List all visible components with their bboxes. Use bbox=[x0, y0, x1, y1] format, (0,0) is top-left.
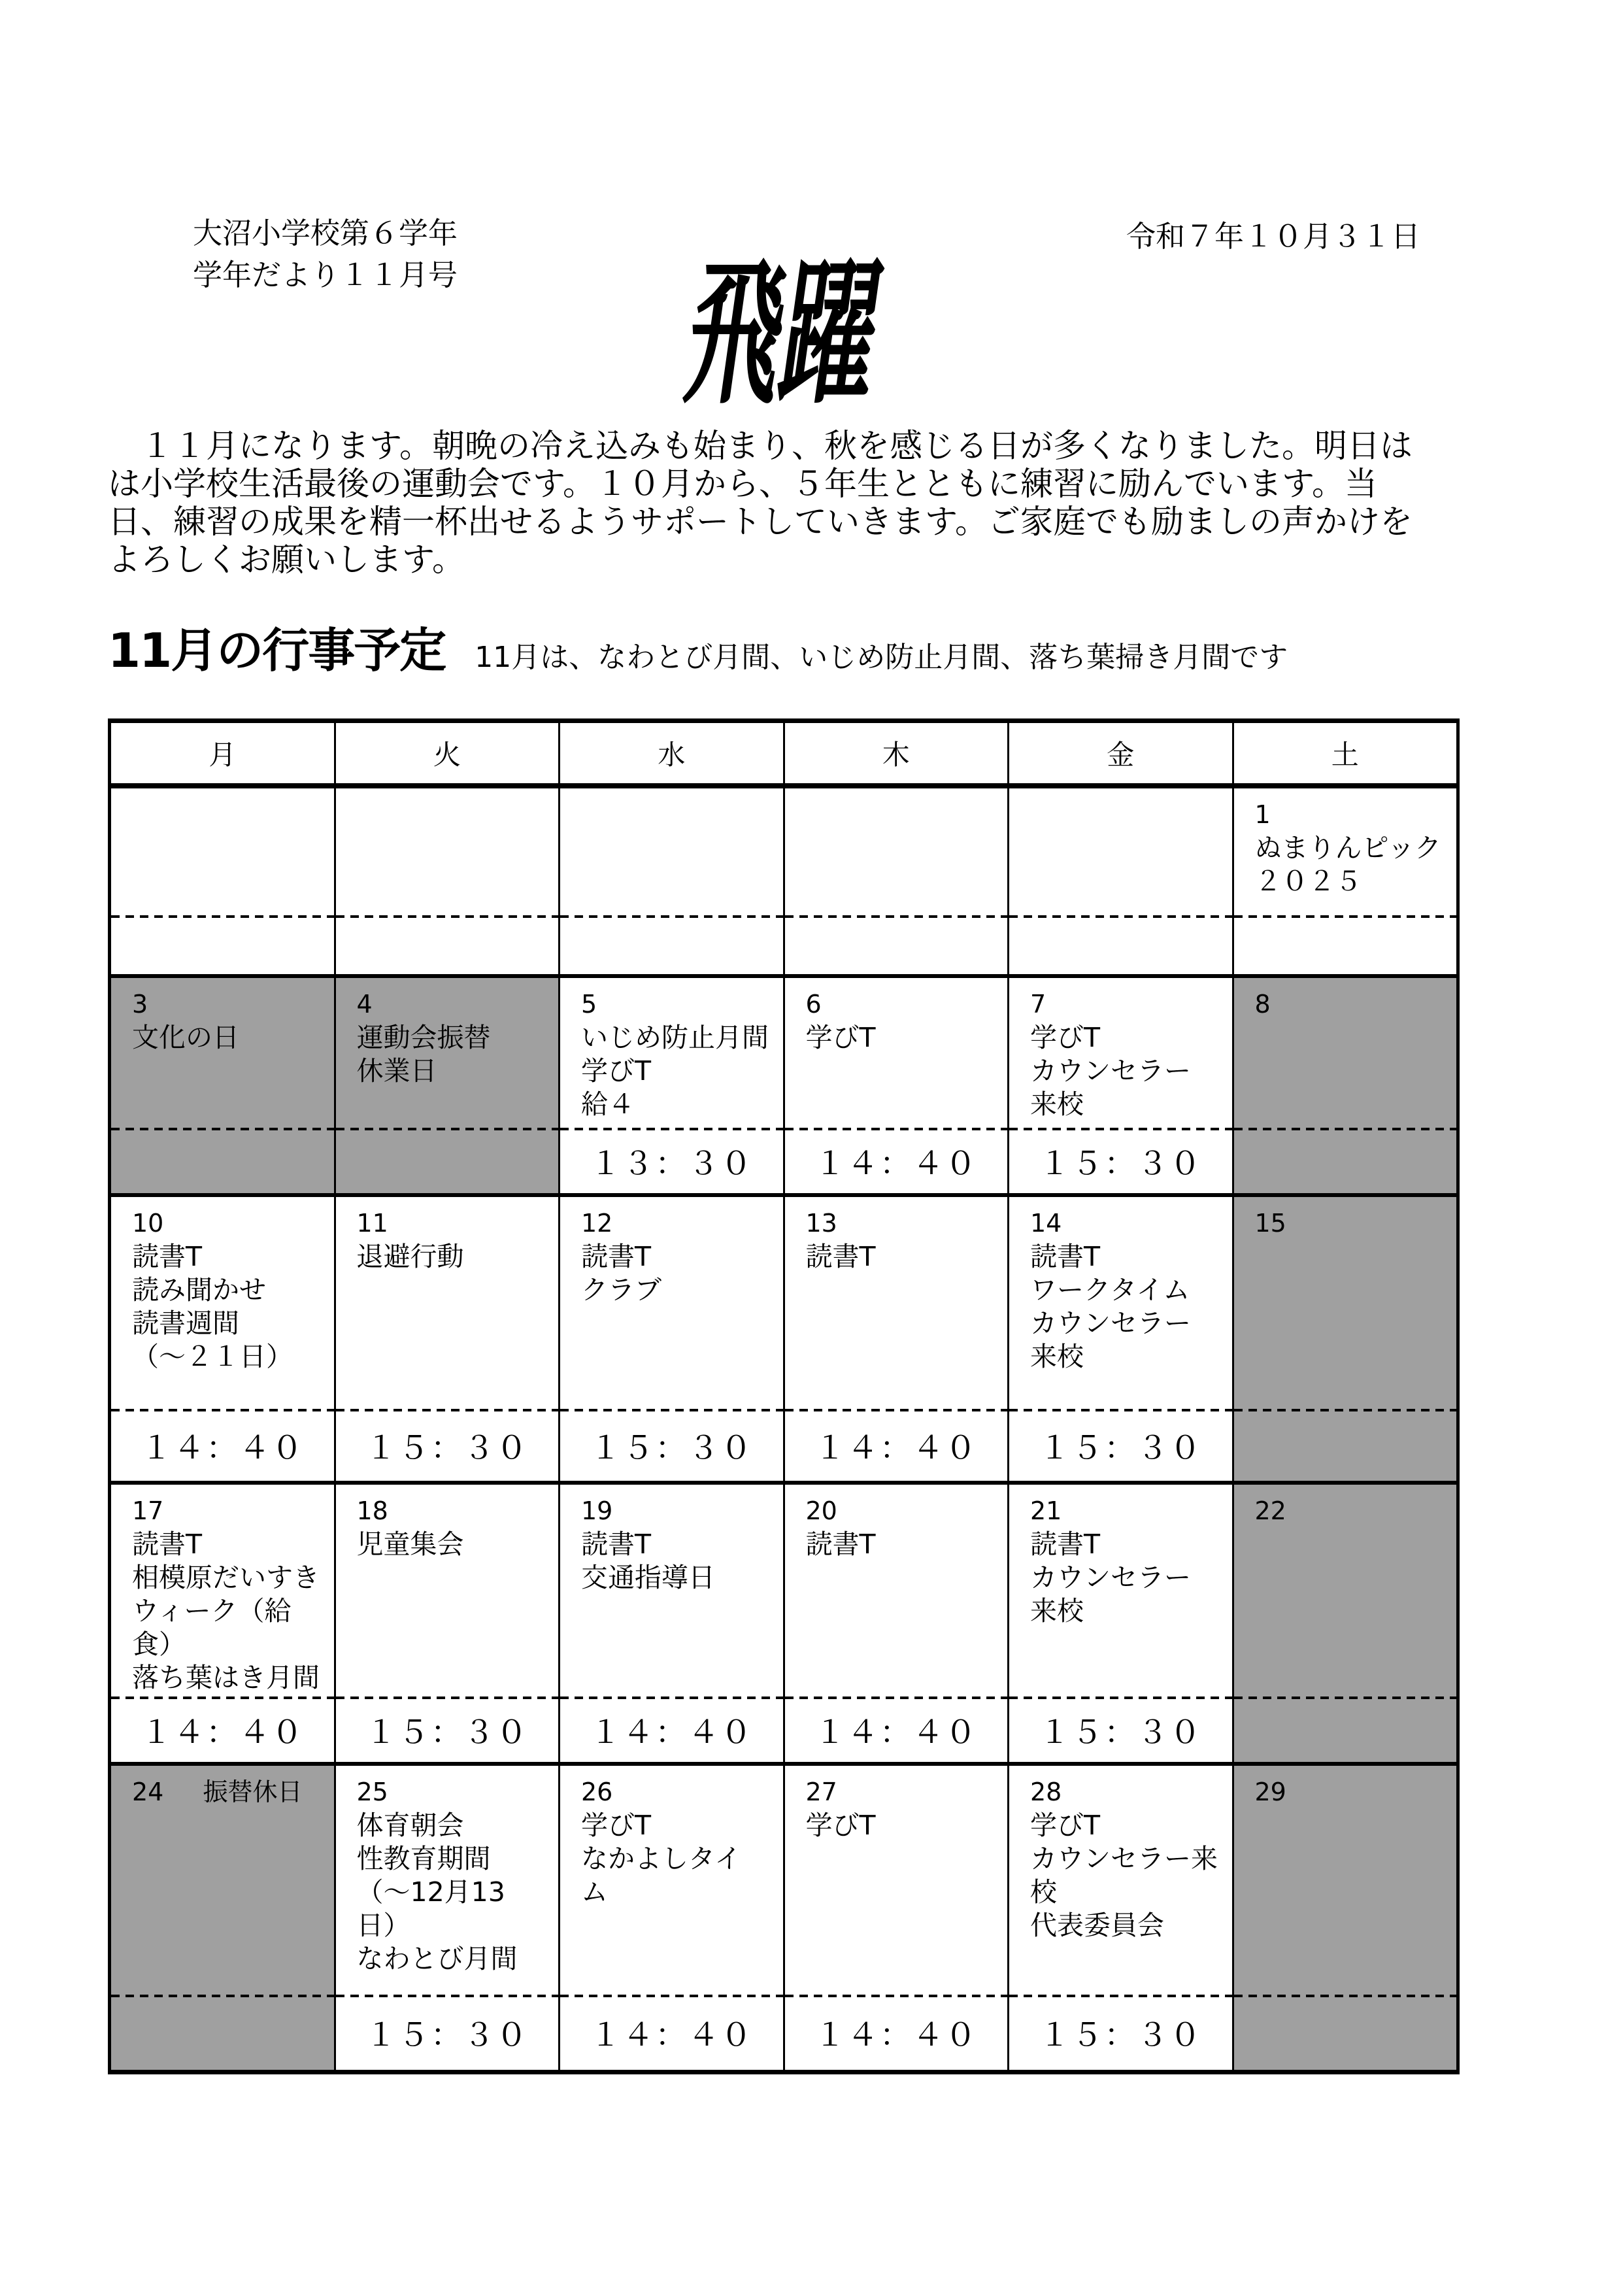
event-lines bbox=[581, 1240, 773, 1307]
calendar-day-cell bbox=[1009, 1485, 1234, 1762]
calendar-day-cell bbox=[336, 788, 561, 974]
day-line bbox=[132, 798, 324, 832]
day-line bbox=[132, 987, 324, 1021]
day-line bbox=[1030, 1775, 1222, 1809]
day-number: 4 bbox=[356, 990, 373, 1019]
dismissal-time-band bbox=[1009, 1128, 1232, 1193]
day-number: 28 bbox=[1030, 1778, 1062, 1806]
day-line bbox=[132, 1494, 324, 1528]
issue-name: 学年だより１１月号 bbox=[193, 258, 458, 292]
event-line: 読書T bbox=[132, 1241, 203, 1272]
day-cell-content bbox=[785, 1766, 1008, 1995]
calendar-day-cell bbox=[560, 978, 785, 1193]
dismissal-time-label: １４：４０ bbox=[141, 1429, 305, 1466]
intro-line: １１月になります。朝晩の冷え込みも始まり、秋を感じる日が多くなりました。明日は bbox=[108, 427, 1413, 465]
event-line: 読書T bbox=[805, 1241, 876, 1272]
day-number: 5 bbox=[581, 990, 597, 1019]
calendar-day-cell bbox=[560, 788, 785, 974]
calendar-day-cell bbox=[1234, 1485, 1457, 1762]
dismissal-time-band bbox=[336, 1697, 559, 1762]
calendar-day-cell bbox=[1234, 978, 1457, 1193]
dismissal-time-band bbox=[1234, 1128, 1457, 1193]
event-line: 読書T bbox=[1030, 1241, 1101, 1272]
day-line bbox=[806, 987, 997, 1021]
calendar-day-cell bbox=[336, 978, 561, 1193]
dow-header-thu: 木 bbox=[785, 723, 1010, 783]
dow-header-sat: 土 bbox=[1234, 723, 1457, 783]
day-cell-content bbox=[560, 1485, 783, 1697]
event-line: 体育朝会 bbox=[356, 1810, 464, 1841]
week-row bbox=[111, 1766, 1456, 2070]
dismissal-time-label: １５：３０ bbox=[590, 1429, 754, 1466]
dismissal-time-band bbox=[1009, 1697, 1232, 1762]
day-line bbox=[357, 1775, 548, 1809]
calendar-day-cell bbox=[1009, 788, 1234, 974]
dismissal-time-label: １５：３０ bbox=[1039, 1429, 1203, 1466]
day-line bbox=[1030, 1206, 1222, 1240]
dismissal-time-label: １５：３０ bbox=[365, 1429, 529, 1466]
schedule-subtitle: 11月は、なわとび月間、いじめ防止月間、落ち葉掃き月間です bbox=[475, 641, 1288, 674]
day-number: 13 bbox=[805, 1209, 837, 1238]
day-cell-content bbox=[785, 1197, 1008, 1409]
dismissal-time-band bbox=[785, 915, 1008, 974]
dismissal-time-band bbox=[336, 1995, 559, 2070]
day-line bbox=[357, 798, 548, 832]
day-number: 27 bbox=[805, 1778, 837, 1806]
dismissal-time-band bbox=[111, 1128, 334, 1193]
day-holiday-label: 振替休日 bbox=[203, 1778, 303, 1806]
dismissal-time-band bbox=[1234, 1697, 1457, 1762]
day-line bbox=[581, 1206, 773, 1240]
event-line: 学びT bbox=[805, 1810, 876, 1841]
dismissal-time-band bbox=[560, 1409, 783, 1481]
event-lines bbox=[1030, 1021, 1222, 1121]
day-number: 8 bbox=[1254, 990, 1271, 1019]
dismissal-time-label: １５：３０ bbox=[365, 2017, 529, 2053]
event-line: 日） bbox=[356, 1910, 410, 1941]
calendar-day-cell bbox=[1009, 978, 1234, 1193]
calendar-day-cell bbox=[1234, 1766, 1457, 2070]
event-line: 読書週間 bbox=[132, 1308, 239, 1339]
calendar-table bbox=[108, 718, 1460, 2074]
event-line: （～２１日） bbox=[132, 1341, 293, 1372]
event-lines bbox=[806, 1809, 997, 1842]
day-line bbox=[132, 1775, 324, 1809]
calendar-day-cell bbox=[560, 1197, 785, 1481]
day-number: 19 bbox=[581, 1496, 613, 1525]
event-lines bbox=[581, 1809, 773, 1909]
day-cell-content bbox=[560, 978, 783, 1128]
day-line bbox=[581, 987, 773, 1021]
day-number: 14 bbox=[1030, 1209, 1062, 1238]
event-lines bbox=[581, 1528, 773, 1595]
schedule-section-header bbox=[108, 613, 1460, 681]
day-cell-content bbox=[1009, 1766, 1232, 1995]
event-line: カウンセラー bbox=[1030, 1562, 1191, 1593]
day-cell-content bbox=[336, 1766, 559, 1995]
event-line: 読み聞かせ bbox=[132, 1274, 266, 1306]
calendar-day-cell bbox=[336, 1485, 561, 1762]
day-line bbox=[1255, 1775, 1447, 1809]
dismissal-time-band bbox=[560, 915, 783, 974]
dismissal-time-band bbox=[111, 915, 334, 974]
dismissal-time-band bbox=[111, 1409, 334, 1481]
calendar-day-cell bbox=[111, 1766, 336, 2070]
day-cell-content bbox=[1234, 1485, 1457, 1697]
dismissal-time-label: １４：４０ bbox=[590, 2017, 754, 2053]
event-line: クラブ bbox=[581, 1274, 661, 1306]
day-cell-content bbox=[111, 1485, 334, 1697]
day-line bbox=[806, 1206, 997, 1240]
dow-header-mon: 月 bbox=[111, 723, 336, 783]
day-line bbox=[581, 798, 773, 832]
dismissal-time-label: １５：３０ bbox=[1039, 1145, 1203, 1182]
event-line: 読書T bbox=[581, 1241, 652, 1272]
day-cell-content bbox=[560, 1766, 783, 1995]
day-cell-content bbox=[336, 978, 559, 1128]
day-line bbox=[806, 1494, 997, 1528]
day-cell-content bbox=[1234, 1766, 1457, 1995]
calendar-day-cell bbox=[785, 978, 1010, 1193]
dismissal-time-label: １５：３０ bbox=[1039, 2017, 1203, 2053]
day-cell-content bbox=[1234, 788, 1457, 915]
day-number: 24 bbox=[132, 1778, 164, 1806]
calendar-body bbox=[111, 788, 1456, 2070]
day-line bbox=[1030, 987, 1222, 1021]
event-lines bbox=[132, 1240, 324, 1374]
dismissal-time-band bbox=[1009, 1409, 1232, 1481]
event-line: 性教育期間 bbox=[356, 1843, 491, 1874]
event-line: 食） bbox=[132, 1629, 186, 1660]
calendar-day-cell bbox=[1009, 1197, 1234, 1481]
day-line bbox=[581, 1494, 773, 1528]
dismissal-time-label: １４：４０ bbox=[814, 1714, 978, 1751]
day-line bbox=[1255, 1494, 1447, 1528]
day-line bbox=[806, 1775, 997, 1809]
dismissal-time-band bbox=[785, 1128, 1008, 1193]
dismissal-time-label: １４：４０ bbox=[590, 1714, 754, 1751]
dismissal-time-label: １５：３０ bbox=[365, 1714, 529, 1751]
day-line bbox=[1255, 798, 1447, 832]
event-line: 校 bbox=[1030, 1876, 1057, 1908]
day-cell-content bbox=[1009, 788, 1232, 915]
day-number: 29 bbox=[1254, 1778, 1286, 1806]
event-line: 読書T bbox=[581, 1528, 652, 1560]
day-line bbox=[1255, 987, 1447, 1021]
intro-line: 日、練習の成果を精一杯出せるようサポートしていきます。ご家庭でも励ましの声かけを bbox=[108, 503, 1413, 541]
schedule-heading: 11月の行事予定 bbox=[108, 623, 446, 678]
event-line: ワークタイム bbox=[1030, 1274, 1190, 1306]
event-line: カウンセラー来 bbox=[1030, 1843, 1218, 1874]
day-number: 1 bbox=[1254, 800, 1271, 829]
week-row bbox=[111, 788, 1456, 978]
event-lines bbox=[132, 1021, 324, 1055]
event-line: 運動会振替 bbox=[356, 1022, 491, 1053]
event-line: 休業日 bbox=[356, 1055, 437, 1087]
calendar-day-cell bbox=[560, 1485, 785, 1762]
intro-line: は小学校生活最後の運動会です。１０月から、５年生とともに練習に励んでいます。当 bbox=[108, 465, 1377, 503]
event-line: 読書T bbox=[805, 1528, 876, 1560]
dismissal-time-label: １４：４０ bbox=[814, 1429, 978, 1466]
event-line: 交通指導日 bbox=[581, 1562, 715, 1593]
day-line bbox=[132, 1206, 324, 1240]
newsletter-title: 飛躍 bbox=[677, 243, 891, 426]
event-line: なわとび月間 bbox=[356, 1943, 518, 1974]
dismissal-time-band bbox=[111, 1995, 334, 2070]
dismissal-time-label: １５：３０ bbox=[1039, 1714, 1203, 1751]
day-line bbox=[1030, 1494, 1222, 1528]
day-cell-content bbox=[1009, 1485, 1232, 1697]
calendar-day-cell bbox=[111, 1485, 336, 1762]
day-line bbox=[806, 798, 997, 832]
calendar-day-cell bbox=[1009, 1766, 1234, 2070]
event-line: 文化の日 bbox=[132, 1022, 239, 1053]
day-number: 22 bbox=[1254, 1496, 1286, 1525]
event-lines bbox=[357, 1240, 548, 1274]
day-cell-content bbox=[111, 1766, 334, 1995]
newsletter-header bbox=[108, 212, 1460, 426]
event-line: 来校 bbox=[1030, 1341, 1084, 1372]
event-lines bbox=[357, 1528, 548, 1561]
calendar-day-cell bbox=[785, 1485, 1010, 1762]
day-line bbox=[581, 1775, 773, 1809]
day-cell-content bbox=[111, 978, 334, 1128]
event-line: 読書T bbox=[1030, 1528, 1101, 1560]
day-cell-content bbox=[560, 788, 783, 915]
event-line: 落ち葉はき月間 bbox=[132, 1662, 320, 1693]
day-cell-content bbox=[111, 1197, 334, 1409]
day-number: 11 bbox=[356, 1209, 388, 1238]
event-line: 児童集会 bbox=[356, 1528, 464, 1560]
event-line: いじめ防止月間 bbox=[581, 1022, 769, 1053]
day-number: 12 bbox=[581, 1209, 613, 1238]
issue-date: 令和７年１０月３１日 bbox=[1126, 219, 1420, 254]
day-cell-content bbox=[336, 1197, 559, 1409]
dow-header-fri: 金 bbox=[1009, 723, 1234, 783]
dismissal-time-band bbox=[336, 1409, 559, 1481]
event-line: 来校 bbox=[1030, 1089, 1084, 1120]
event-lines bbox=[806, 1021, 997, 1055]
event-line: カウンセラー bbox=[1030, 1308, 1191, 1339]
day-line bbox=[357, 1206, 548, 1240]
week-row bbox=[111, 978, 1456, 1197]
event-line: なかよしタイ bbox=[581, 1843, 742, 1874]
day-line bbox=[357, 987, 548, 1021]
day-number: 3 bbox=[132, 990, 148, 1019]
event-lines bbox=[132, 1528, 324, 1695]
event-line: ぬまりんピック bbox=[1254, 832, 1441, 864]
day-number: 25 bbox=[356, 1778, 388, 1806]
dow-header-wed: 水 bbox=[560, 723, 785, 783]
calendar-day-cell bbox=[1234, 1197, 1457, 1481]
event-line: 学びT bbox=[1030, 1022, 1101, 1053]
day-line bbox=[357, 1494, 548, 1528]
event-line: ２０２５ bbox=[1254, 866, 1362, 897]
day-number: 18 bbox=[356, 1496, 388, 1525]
dismissal-time-band bbox=[336, 1128, 559, 1193]
event-lines bbox=[357, 1809, 548, 1976]
day-number: 10 bbox=[132, 1209, 164, 1238]
day-line bbox=[1030, 798, 1222, 832]
dismissal-time-band bbox=[1234, 1995, 1457, 2070]
dismissal-time-band bbox=[1234, 915, 1457, 974]
day-number: 21 bbox=[1030, 1496, 1062, 1525]
event-line: 学びT bbox=[581, 1810, 652, 1841]
event-lines bbox=[1030, 1809, 1222, 1942]
day-cell-content bbox=[1009, 1197, 1232, 1409]
event-line: 来校 bbox=[1030, 1595, 1084, 1627]
calendar-day-cell bbox=[785, 1766, 1010, 2070]
calendar-day-cell bbox=[111, 788, 336, 974]
day-cell-content bbox=[785, 978, 1008, 1128]
calendar-day-cell bbox=[1234, 788, 1457, 974]
day-cell-content bbox=[1009, 978, 1232, 1128]
dismissal-time-band bbox=[336, 915, 559, 974]
day-number: 17 bbox=[132, 1496, 164, 1525]
school-name: 大沼小学校第６学年 bbox=[193, 216, 458, 250]
event-line: ウィーク（給 bbox=[132, 1595, 292, 1627]
event-line: 代表委員会 bbox=[1030, 1910, 1164, 1941]
day-cell-content bbox=[336, 1485, 559, 1697]
event-line: 給４ bbox=[581, 1089, 635, 1120]
calendar-day-cell bbox=[785, 788, 1010, 974]
calendar-day-cell bbox=[336, 1766, 561, 2070]
day-cell-content bbox=[111, 788, 334, 915]
day-number: 7 bbox=[1030, 990, 1046, 1019]
dismissal-time-band bbox=[111, 1697, 334, 1762]
event-line: 退避行動 bbox=[356, 1241, 464, 1272]
event-lines bbox=[1030, 1240, 1222, 1374]
day-cell-content bbox=[785, 788, 1008, 915]
dismissal-time-band bbox=[785, 1409, 1008, 1481]
calendar-day-cell bbox=[111, 978, 336, 1193]
event-line: 読書T bbox=[132, 1528, 203, 1560]
calendar-day-cell bbox=[785, 1197, 1010, 1481]
event-lines bbox=[1255, 832, 1447, 898]
day-number: 26 bbox=[581, 1778, 613, 1806]
dismissal-time-label: １４：４０ bbox=[814, 1145, 978, 1182]
event-line: （～12月13 bbox=[356, 1876, 505, 1908]
day-cell-content bbox=[336, 788, 559, 915]
dismissal-time-band bbox=[785, 1697, 1008, 1762]
event-lines bbox=[1030, 1528, 1222, 1628]
day-cell-content bbox=[560, 1197, 783, 1409]
event-line: 学びT bbox=[581, 1055, 652, 1087]
dismissal-time-label: １４：４０ bbox=[814, 2017, 978, 2053]
day-number: 20 bbox=[805, 1496, 837, 1525]
event-line: 相模原だいすき bbox=[132, 1562, 320, 1593]
day-cell-content bbox=[1234, 978, 1457, 1128]
calendar-day-cell bbox=[560, 1766, 785, 2070]
day-number: 15 bbox=[1254, 1209, 1286, 1238]
dismissal-time-band bbox=[1009, 1995, 1232, 2070]
dow-header-row bbox=[111, 723, 1456, 788]
event-line: 学びT bbox=[1030, 1810, 1101, 1841]
dismissal-time-label: １４：４０ bbox=[141, 1714, 305, 1751]
day-cell-content bbox=[1234, 1197, 1457, 1409]
event-lines bbox=[581, 1021, 773, 1121]
dow-header-tue: 火 bbox=[336, 723, 561, 783]
calendar-day-cell bbox=[111, 1197, 336, 1481]
week-row bbox=[111, 1485, 1456, 1766]
calendar-day-cell bbox=[336, 1197, 561, 1481]
dismissal-time-band bbox=[560, 1697, 783, 1762]
event-lines bbox=[806, 1528, 997, 1561]
dismissal-time-band bbox=[560, 1995, 783, 2070]
week-row bbox=[111, 1197, 1456, 1485]
dismissal-time-band bbox=[1234, 1409, 1457, 1481]
dismissal-time-band bbox=[560, 1128, 783, 1193]
dismissal-time-label: １３：３０ bbox=[590, 1145, 754, 1182]
event-line: カウンセラー bbox=[1030, 1055, 1191, 1087]
event-line: 学びT bbox=[805, 1022, 876, 1053]
event-lines bbox=[806, 1240, 997, 1274]
intro-paragraph bbox=[108, 427, 1460, 579]
dismissal-time-band bbox=[785, 1995, 1008, 2070]
newsletter-meta bbox=[193, 212, 627, 296]
day-line bbox=[1255, 1206, 1447, 1240]
intro-line: よろしくお願いします。 bbox=[108, 541, 465, 579]
event-line: ム bbox=[581, 1876, 608, 1908]
dismissal-time-band bbox=[1009, 915, 1232, 974]
day-cell-content bbox=[785, 1485, 1008, 1697]
event-lines bbox=[357, 1021, 548, 1088]
day-number: 6 bbox=[805, 990, 822, 1019]
